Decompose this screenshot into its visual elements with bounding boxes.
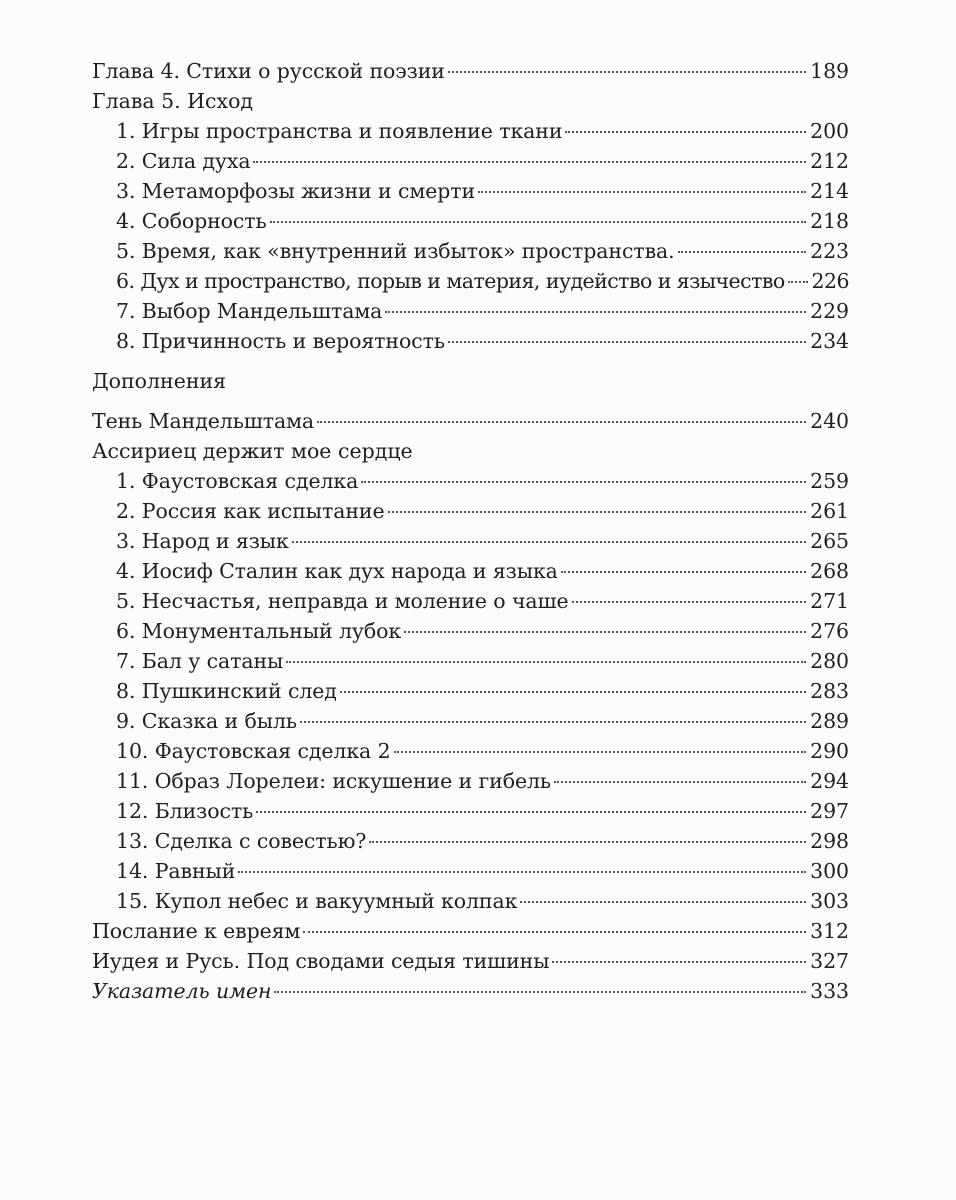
toc-entry xyxy=(92,586,849,616)
dot-leader xyxy=(554,781,806,783)
dot-leader xyxy=(361,481,806,483)
dot-leader xyxy=(253,161,806,163)
toc-entry-page: 218 xyxy=(810,209,849,233)
toc-entry xyxy=(92,766,849,796)
dot-leader xyxy=(256,811,806,813)
toc-entry-page: 268 xyxy=(810,559,849,583)
toc-entry xyxy=(92,796,849,826)
dot-leader xyxy=(448,341,806,343)
toc-entry-title: Тень Мандельштама xyxy=(92,409,315,433)
toc-entry-title: 5. Несчастья, неправда и моление о чаше xyxy=(116,589,569,613)
toc-entry xyxy=(92,856,849,886)
toc-entry-page: 283 xyxy=(810,679,849,703)
toc-entry-page: 280 xyxy=(810,649,849,673)
toc-entry-page: 200 xyxy=(810,119,849,143)
toc-entry-title: Послание к евреям xyxy=(92,919,301,943)
toc-entry-chapter-4 xyxy=(92,56,849,86)
dot-leader xyxy=(572,601,807,603)
toc-entry-title: 8. Пушкинский след xyxy=(116,679,337,703)
toc-entry-page: 298 xyxy=(810,829,849,853)
toc-entry xyxy=(92,706,849,736)
toc-entry xyxy=(92,326,849,356)
toc-entry-page: 289 xyxy=(810,709,849,733)
toc-entry xyxy=(92,736,849,766)
toc-entry-page: 265 xyxy=(810,529,849,553)
toc-entry-title: 1. Игры пространства и появление ткани xyxy=(116,119,563,143)
toc-entry-page: 229 xyxy=(810,299,849,323)
dot-leader xyxy=(369,841,806,843)
dot-leader xyxy=(788,281,808,283)
toc-entry-title: 8. Причинность и вероятность xyxy=(116,329,445,353)
toc-chapter-5-title: Глава 5. Исход xyxy=(92,89,254,113)
toc-entry-page: 240 xyxy=(810,409,849,433)
toc-entry xyxy=(92,676,849,706)
toc-assyrian-title: Ассириец держит мое сердце xyxy=(92,439,413,463)
toc-entry-page: 214 xyxy=(810,179,849,203)
toc-entry-title: 15. Купол небес и вакуумный колпак xyxy=(116,889,518,913)
toc-entry-title: 5. Время, как «внутренний избыток» пространства. xyxy=(116,239,675,263)
dot-leader xyxy=(270,221,807,223)
toc-entry-title: 2. Сила духа xyxy=(116,149,251,173)
toc-entry-page: 223 xyxy=(810,239,849,263)
toc-entry-page: 312 xyxy=(810,919,849,943)
toc-entry xyxy=(92,146,849,176)
toc-entry xyxy=(92,886,849,916)
dot-leader xyxy=(520,901,806,903)
toc-entry-title: 12. Близость xyxy=(116,799,254,823)
toc-entry-index xyxy=(92,976,849,1006)
dot-leader xyxy=(478,191,806,193)
toc-entry-title: 10. Фаустовская сделка 2 xyxy=(116,739,391,763)
toc-entry xyxy=(92,116,849,146)
toc-entry-title: 3. Народ и язык xyxy=(116,529,289,553)
toc-entry-page: 226 xyxy=(811,269,849,293)
toc-entry xyxy=(92,236,849,266)
toc-entry-title: 6. Дух и пространство, порыв и материя, иудейство и язычество xyxy=(116,269,785,293)
toc-entry-page: 300 xyxy=(810,859,849,883)
toc-entry-title: 6. Монументальный лубок xyxy=(116,619,402,643)
toc-entry-title: 1. Фаустовская сделка xyxy=(116,469,359,493)
toc-entry-title: Иудея и Русь. Под сводами седыя тишины xyxy=(92,949,550,973)
dot-leader xyxy=(238,871,806,873)
toc-chapter-5-items xyxy=(92,116,849,356)
dot-leader xyxy=(552,961,806,963)
dot-leader xyxy=(292,541,806,543)
toc-entry xyxy=(92,266,849,296)
toc-entry-title: 4. Иосиф Сталин как дух народа и языка xyxy=(116,559,558,583)
toc-entry-page: 297 xyxy=(810,799,849,823)
toc-entry-page: 333 xyxy=(810,979,849,1003)
toc-entry xyxy=(92,176,849,206)
table-of-contents xyxy=(92,56,849,1006)
toc-entry-title: 4. Соборность xyxy=(116,209,267,233)
toc-entry-title: 14. Равный xyxy=(116,859,236,883)
dot-leader xyxy=(561,571,806,573)
toc-entry-title: 3. Метаморфозы жизни и смерти xyxy=(116,179,476,203)
toc-entry-page: 276 xyxy=(810,619,849,643)
dot-leader xyxy=(340,691,806,693)
toc-entry-title: Указатель имен xyxy=(92,979,272,1003)
toc-entry-page: 234 xyxy=(810,329,849,353)
toc-entry-page: 303 xyxy=(810,889,849,913)
toc-entry xyxy=(92,556,849,586)
toc-entry-page: 327 xyxy=(810,949,849,973)
toc-entry-title: 11. Образ Лорелеи: искушение и гибель xyxy=(116,769,551,793)
toc-entry-page: 259 xyxy=(810,469,849,493)
toc-assyrian-items xyxy=(92,466,849,916)
toc-entry xyxy=(92,826,849,856)
toc-entry-page: 290 xyxy=(810,739,849,763)
dot-leader xyxy=(448,71,806,73)
toc-supplements-heading: Дополнения xyxy=(92,369,227,393)
dot-leader xyxy=(286,661,806,663)
toc-entry-page: 261 xyxy=(810,499,849,523)
dot-leader xyxy=(388,511,807,513)
toc-entry-title: 7. Выбор Мандельштама xyxy=(116,299,383,323)
toc-entry xyxy=(92,616,849,646)
dot-leader xyxy=(274,991,806,993)
dot-leader xyxy=(385,311,806,313)
toc-entry-title: 13. Сделка с совестью? xyxy=(116,829,367,853)
toc-entry-title: 2. Россия как испытание xyxy=(116,499,385,523)
dot-leader xyxy=(317,421,806,423)
toc-entry-title: 7. Бал у сатаны xyxy=(116,649,284,673)
dot-leader xyxy=(303,931,806,933)
toc-entry-shadow xyxy=(92,406,849,436)
toc-entry-title: 9. Сказка и быль xyxy=(116,709,297,733)
toc-entry xyxy=(92,496,849,526)
toc-entry-judea xyxy=(92,946,849,976)
toc-entry xyxy=(92,526,849,556)
toc-entry-page: 271 xyxy=(810,589,849,613)
toc-entry-hebrews xyxy=(92,916,849,946)
toc-entry xyxy=(92,466,849,496)
dot-leader xyxy=(678,251,807,253)
toc-entry-page: 212 xyxy=(810,149,849,173)
toc-entry-page: 189 xyxy=(810,59,849,83)
dot-leader xyxy=(394,751,807,753)
toc-entry xyxy=(92,296,849,326)
dot-leader xyxy=(404,631,806,633)
toc-entry xyxy=(92,646,849,676)
dot-leader xyxy=(300,721,806,723)
toc-entry-title: Глава 4. Стихи о русской поэзии xyxy=(92,59,445,83)
toc-entry xyxy=(92,206,849,236)
toc-entry-page: 294 xyxy=(810,769,849,793)
dot-leader xyxy=(565,131,806,133)
